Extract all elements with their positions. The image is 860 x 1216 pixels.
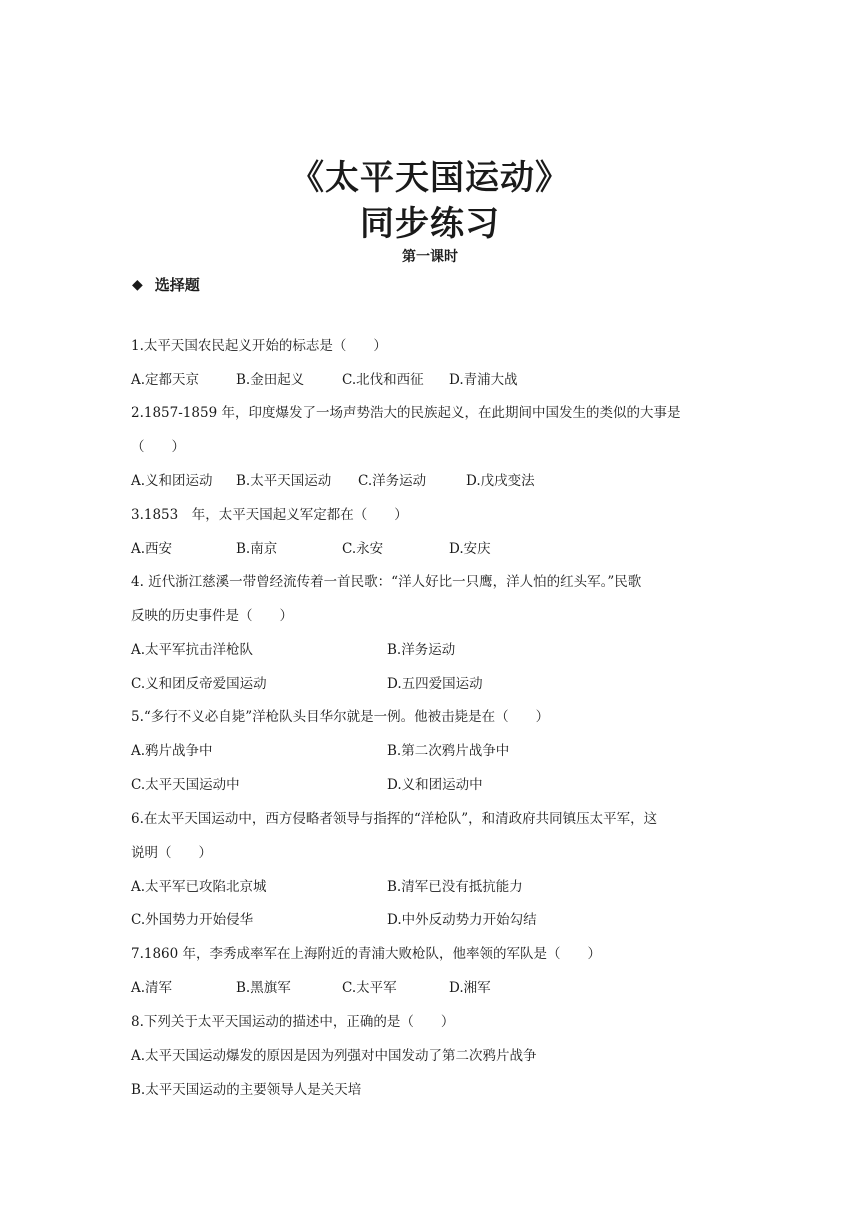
- question-stem-continued: 说明（ ）: [131, 845, 212, 861]
- answer-option: B.清军已没有抵抗能力: [387, 879, 523, 895]
- answer-option: A.鸦片战争中: [131, 743, 213, 759]
- answer-option: C.洋务运动: [358, 473, 427, 489]
- answer-option: B.太平天国运动的主要领导人是关天培: [131, 1082, 362, 1098]
- answer-option: A.太平军抗击洋枪队: [131, 642, 254, 658]
- answer-option: B.南京: [236, 541, 278, 557]
- answer-option: B.金田起义: [236, 372, 305, 388]
- answer-option: D.义和团运动中: [387, 777, 483, 793]
- answer-option: C.太平天国运动中: [131, 777, 240, 793]
- document-title-line2: 同步练习: [360, 204, 500, 244]
- question-stem: 3.1853 年，太平天国起义军定都在（ ）: [131, 507, 408, 523]
- answer-option: B.太平天国运动: [236, 473, 332, 489]
- question-stem: 7.1860 年，李秀成率军在上海附近的青浦大败枪队，他率领的军队是（ ）: [131, 946, 602, 962]
- answer-option: C.外国势力开始侵华: [131, 912, 254, 928]
- answer-option: B.黑旗军: [236, 980, 291, 996]
- question-stem-continued: （ ）: [131, 439, 185, 455]
- answer-option: D.安庆: [449, 541, 491, 557]
- question-stem: 4. 近代浙江慈溪一带曾经流传着一首民歌：“洋人好比一只鹰，洋人怕的红头军。”民歌: [131, 574, 642, 590]
- question-stem: 2.1857-1859 年，印度爆发了一场声势浩大的民族起义，在此期间中国发生的类似的大事是: [131, 405, 681, 421]
- answer-option: A.太平军已攻陷北京城: [131, 879, 267, 895]
- answer-option: D.湘军: [449, 980, 491, 996]
- answer-option: C.永安: [342, 541, 384, 557]
- answer-option: A.定都天京: [131, 372, 200, 388]
- answer-option: C.太平军: [342, 980, 397, 996]
- lesson-subtitle: 第一课时: [402, 249, 458, 265]
- answer-option: C.义和团反帝爱国运动: [131, 676, 267, 692]
- answer-option: B.洋务运动: [387, 642, 456, 658]
- answer-option: D.青浦大战: [449, 372, 518, 388]
- question-stem: 6.在太平天国运动中，西方侵略者领导与指挥的“洋枪队”，和清政府共同镇压太平军，这: [131, 811, 658, 827]
- section-label: 选择题: [154, 276, 200, 294]
- question-stem: 8.下列关于太平天国运动的描述中，正确的是（ ）: [131, 1014, 455, 1030]
- section-heading: [132, 274, 200, 295]
- question-stem: 1.太平天国农民起义开始的标志是（ ）: [131, 338, 387, 354]
- question-stem: 5.“多行不义必自毙”洋枪队头目华尔就是一例。他被击毙是在（ ）: [131, 709, 550, 725]
- question-stem-continued: 反映的历史事件是（ ）: [131, 608, 293, 624]
- answer-option: A.西安: [131, 541, 173, 557]
- answer-option: C.北伐和西征: [342, 372, 424, 388]
- answer-option: A.太平天国运动爆发的原因是因为列强对中国发动了第二次鸦片战争: [131, 1048, 537, 1064]
- answer-option: B.第二次鸦片战争中: [387, 743, 510, 759]
- answer-option: A.清军: [131, 980, 173, 996]
- answer-option: D.中外反动势力开始勾结: [387, 912, 537, 928]
- answer-option: A.义和团运动: [131, 473, 213, 489]
- diamond-bullet-icon: ◆: [132, 276, 143, 293]
- document-title: 《太平天国运动》: [290, 158, 570, 198]
- answer-option: D.戊戌变法: [466, 473, 535, 489]
- answer-option: D.五四爱国运动: [387, 676, 483, 692]
